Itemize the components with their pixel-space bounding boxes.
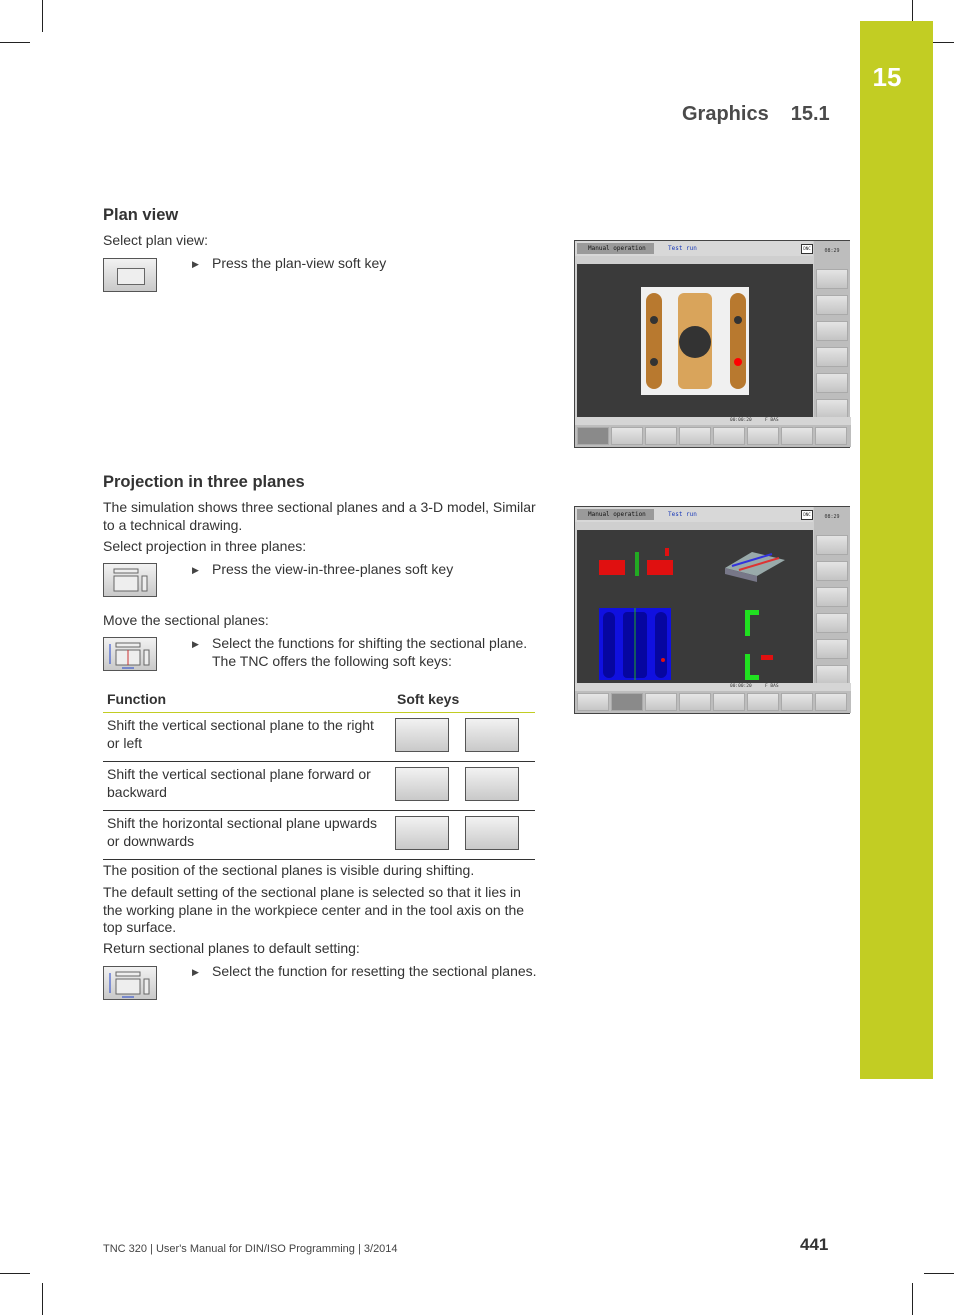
tab-manual-operation[interactable]: Manual operation bbox=[577, 509, 654, 520]
plan-view-softkey-active[interactable] bbox=[577, 427, 609, 445]
clock: 08:29 bbox=[824, 248, 840, 254]
shift-right-left-softkey[interactable] bbox=[395, 718, 449, 752]
plan-view-softkey[interactable] bbox=[577, 693, 609, 711]
return-step: ▶ Select the function for resetting the sectional planes. bbox=[192, 962, 542, 980]
side-softkey[interactable] bbox=[816, 347, 848, 367]
tnc-screen-plan-view bbox=[574, 240, 850, 448]
shift-planes-softkey[interactable] bbox=[679, 693, 711, 711]
softkey[interactable] bbox=[747, 427, 779, 445]
crop-mark bbox=[42, 0, 43, 32]
plan-view-intro: Select plan view: bbox=[103, 232, 209, 248]
crop-mark bbox=[0, 42, 30, 43]
section-title: Graphics bbox=[682, 103, 769, 125]
run-time: 00:00:20 bbox=[730, 418, 752, 423]
crop-mark bbox=[42, 1283, 43, 1315]
shift-forward-backward-softkey[interactable] bbox=[395, 767, 449, 801]
screen-header bbox=[575, 507, 813, 522]
vertical-softkey-bar bbox=[814, 241, 850, 421]
projection-intro: Select projection in three planes: bbox=[103, 538, 307, 554]
shift-forward-backward-softkey[interactable] bbox=[465, 767, 519, 801]
dnc-indicator: DNC bbox=[801, 510, 813, 520]
side-softkey[interactable] bbox=[816, 321, 848, 341]
shift-planes-icon bbox=[104, 638, 156, 670]
running-header bbox=[682, 103, 830, 126]
softkey[interactable] bbox=[747, 693, 779, 711]
three-planes-softkey[interactable] bbox=[103, 563, 157, 597]
softkey[interactable] bbox=[815, 693, 847, 711]
shift-right-left-softkey[interactable] bbox=[465, 718, 519, 752]
section-number: 15.1 bbox=[790, 103, 830, 125]
side-softkey[interactable] bbox=[816, 665, 848, 685]
status-line bbox=[575, 683, 851, 691]
three-planes-graphic bbox=[577, 530, 813, 683]
plan-view-icon bbox=[117, 268, 145, 285]
return-intro: Return sectional planes to default setting: bbox=[103, 940, 360, 956]
function-cell: Shift the vertical sectional plane forward or backward bbox=[103, 762, 393, 811]
plan-view-step: ▶ Press the plan-view soft key bbox=[192, 254, 542, 272]
move-step: ▶ Select the functions for shifting the sectional plane. The TNC offers the following soft keys: bbox=[192, 634, 542, 670]
softkeys-cell bbox=[393, 762, 535, 811]
para-visible: The position of the sectional planes is visible during shifting. bbox=[103, 862, 475, 878]
vertical-softkey-bar bbox=[814, 507, 850, 687]
run-time: 00:00:20 bbox=[730, 684, 752, 689]
side-softkey[interactable] bbox=[816, 561, 848, 581]
side-softkey[interactable] bbox=[816, 639, 848, 659]
shift-up-down-softkey[interactable] bbox=[465, 816, 519, 850]
3d-view-softkey[interactable] bbox=[645, 693, 677, 711]
graphic-canvas bbox=[577, 530, 813, 683]
side-softkey[interactable] bbox=[816, 399, 848, 419]
para-default: The default setting of the sectional plane is selected so that it lies in the working plane in the workpiece center and in the tool axis on the top surface. bbox=[103, 884, 525, 935]
side-softkey[interactable] bbox=[816, 587, 848, 607]
crop-mark bbox=[912, 1283, 913, 1315]
shift-planes-softkey[interactable] bbox=[103, 637, 157, 671]
softkey-bar bbox=[575, 425, 851, 447]
plan-view-softkey[interactable] bbox=[103, 258, 157, 292]
three-planes-softkey[interactable] bbox=[611, 427, 643, 445]
softkey-bar bbox=[575, 691, 851, 713]
side-softkey[interactable] bbox=[816, 269, 848, 289]
softkey[interactable] bbox=[815, 427, 847, 445]
reset-planes-icon bbox=[104, 967, 156, 999]
feed-status: F BAS bbox=[765, 418, 779, 423]
move-intro: Move the sectional planes: bbox=[103, 612, 269, 628]
softkey-function-table bbox=[103, 689, 535, 860]
function-cell: Shift the vertical sectional plane to the right or left bbox=[103, 713, 393, 762]
table-header-function: Function bbox=[103, 689, 393, 713]
tnc-screen-three-planes bbox=[574, 506, 850, 714]
crop-mark bbox=[0, 1273, 30, 1274]
softkey[interactable] bbox=[781, 693, 813, 711]
table-row bbox=[103, 713, 535, 762]
softkey[interactable] bbox=[679, 427, 711, 445]
plan-view-heading: Plan view bbox=[103, 206, 179, 224]
page-number: 441 bbox=[800, 1235, 829, 1254]
shift-up-down-softkey[interactable] bbox=[395, 816, 449, 850]
table-row bbox=[103, 811, 535, 860]
dnc-indicator: DNC bbox=[801, 244, 813, 254]
softkeys-cell bbox=[393, 811, 535, 860]
3d-view-softkey[interactable] bbox=[645, 427, 677, 445]
footer-text: TNC 320 | User's Manual for DIN/ISO Programming | 3/2014 bbox=[103, 1243, 398, 1255]
reset-planes-softkey[interactable] bbox=[103, 966, 157, 1000]
feed-status: F BAS bbox=[765, 684, 779, 689]
side-softkey[interactable] bbox=[816, 373, 848, 393]
projection-para: The simulation shows three sectional planes and a 3-D model, Similar to a technical drawing. bbox=[103, 499, 536, 533]
graphic-canvas bbox=[577, 264, 813, 417]
tab-test-run[interactable]: Test run bbox=[668, 245, 697, 252]
screen-header bbox=[575, 241, 813, 256]
table-row bbox=[103, 762, 535, 811]
function-cell: Shift the horizontal sectional plane upwards or downwards bbox=[103, 811, 393, 860]
plan-view-graphic bbox=[577, 264, 813, 417]
three-planes-icon bbox=[104, 564, 156, 596]
softkey[interactable] bbox=[713, 427, 745, 445]
tab-test-run[interactable]: Test run bbox=[668, 511, 697, 518]
projection-heading: Projection in three planes bbox=[103, 473, 305, 491]
crop-mark bbox=[924, 1273, 954, 1274]
softkey[interactable] bbox=[781, 427, 813, 445]
softkey[interactable] bbox=[713, 693, 745, 711]
side-softkey[interactable] bbox=[816, 613, 848, 633]
tab-manual-operation[interactable]: Manual operation bbox=[577, 243, 654, 254]
chapter-sidebar bbox=[860, 21, 933, 1079]
table-header-softkeys: Soft keys bbox=[393, 689, 535, 713]
three-planes-softkey-active[interactable] bbox=[611, 693, 643, 711]
clock: 08:29 bbox=[824, 514, 840, 520]
chapter-number: 15 bbox=[872, 62, 902, 92]
projection-step: ▶ Press the view-in-three-planes soft key bbox=[192, 560, 542, 578]
softkeys-cell bbox=[393, 713, 535, 762]
status-line bbox=[575, 417, 851, 425]
side-softkey[interactable] bbox=[816, 295, 848, 315]
side-softkey[interactable] bbox=[816, 535, 848, 555]
